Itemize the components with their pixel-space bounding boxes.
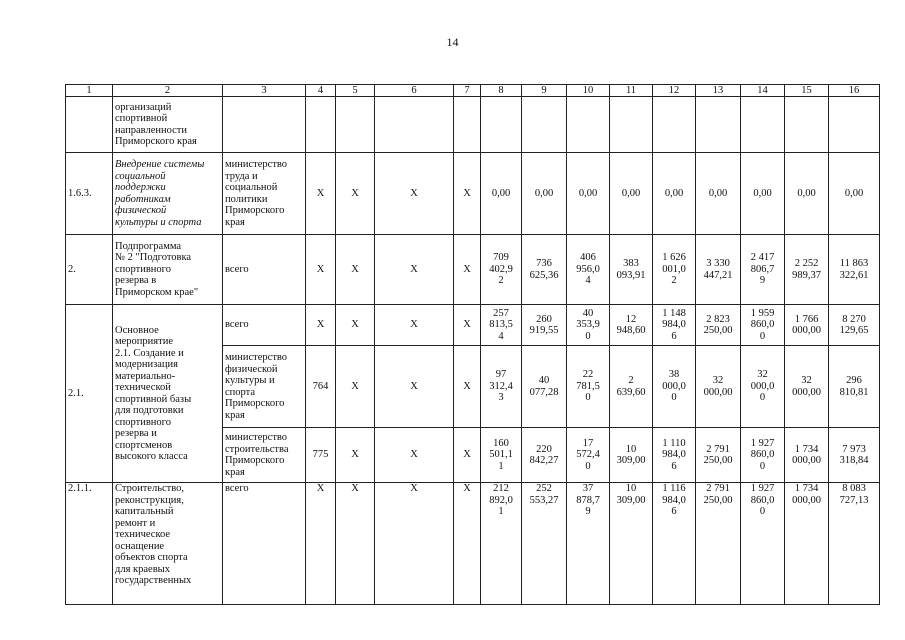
cell-c11: 383 093,91 — [610, 235, 653, 305]
cell-c12: 0,00 — [653, 153, 696, 235]
cell-c10: 37 878,7 9 — [567, 483, 610, 605]
cell-c13: 0,00 — [696, 153, 741, 235]
cell-c9: 252 553,27 — [522, 483, 567, 605]
cell-c7: Х — [454, 428, 481, 483]
header-cell: 6 — [375, 85, 454, 97]
cell-c15: 0,00 — [785, 153, 829, 235]
budget-table — [65, 84, 880, 605]
cell-c6: Х — [375, 483, 454, 605]
cell-c7: Х — [454, 483, 481, 605]
cell-c4: Х — [306, 235, 336, 305]
cell-c9 — [522, 97, 567, 153]
cell-c11: 10 309,00 — [610, 428, 653, 483]
row-code: 2.1. — [66, 305, 113, 483]
cell-c16: 7 973 318,84 — [829, 428, 880, 483]
cell-c6 — [375, 97, 454, 153]
cell-c16: 0,00 — [829, 153, 880, 235]
row-executor: министерство физической культуры и спорта Приморского края — [223, 346, 306, 428]
cell-c10: 0,00 — [567, 153, 610, 235]
cell-c14: 1 927 860,0 0 — [741, 428, 785, 483]
row-executor: всего — [223, 483, 306, 605]
table-row — [66, 483, 880, 605]
cell-c5: Х — [336, 305, 375, 346]
cell-c9: 736 625,36 — [522, 235, 567, 305]
cell-c5: Х — [336, 483, 375, 605]
header-cell: 5 — [336, 85, 375, 97]
cell-c7 — [454, 97, 481, 153]
cell-c4: Х — [306, 305, 336, 346]
cell-c12: 1 116 984,0 6 — [653, 483, 696, 605]
cell-c11: 10 309,00 — [610, 483, 653, 605]
cell-c15: 2 252 989,37 — [785, 235, 829, 305]
cell-c14: 1 927 860,0 0 — [741, 483, 785, 605]
header-cell: 15 — [785, 85, 829, 97]
cell-c5: Х — [336, 235, 375, 305]
cell-c12 — [653, 97, 696, 153]
header-cell: 3 — [223, 85, 306, 97]
cell-c4: Х — [306, 153, 336, 235]
header-cell: 12 — [653, 85, 696, 97]
cell-c6: Х — [375, 235, 454, 305]
header-cell: 1 — [66, 85, 113, 97]
header-cell: 16 — [829, 85, 880, 97]
cell-c10: 17 572,4 0 — [567, 428, 610, 483]
cell-c15 — [785, 97, 829, 153]
cell-c6: Х — [375, 153, 454, 235]
row-code: 1.6.3. — [66, 153, 113, 235]
cell-c8 — [481, 97, 522, 153]
cell-c4: Х — [306, 483, 336, 605]
row-executor: всего — [223, 305, 306, 346]
cell-c9: 220 842,27 — [522, 428, 567, 483]
cell-c13: 3 330 447,21 — [696, 235, 741, 305]
cell-c4: 764 — [306, 346, 336, 428]
header-cell: 7 — [454, 85, 481, 97]
cell-c11: 0,00 — [610, 153, 653, 235]
cell-c6: Х — [375, 346, 454, 428]
cell-c11: 2 639,60 — [610, 346, 653, 428]
row-code: 2.1.1. — [66, 483, 113, 605]
cell-c13: 32 000,00 — [696, 346, 741, 428]
row-name-italic: Внедрение системы социальной поддержки работникам физической культуры и спорта — [115, 159, 205, 228]
cell-c9: 260 919,55 — [522, 305, 567, 346]
page-number: 14 — [446, 35, 459, 49]
cell-c14: 2 417 806,7 9 — [741, 235, 785, 305]
cell-c15: 1 734 000,00 — [785, 483, 829, 605]
header-cell: 10 — [567, 85, 610, 97]
cell-c7: Х — [454, 346, 481, 428]
cell-c8: 0,00 — [481, 153, 522, 235]
header-cell: 4 — [306, 85, 336, 97]
table-row — [66, 305, 880, 346]
row-name — [113, 153, 223, 235]
row-executor — [223, 97, 306, 153]
cell-c10: 40 353,9 0 — [567, 305, 610, 346]
cell-c13: 2 791 250,00 — [696, 483, 741, 605]
cell-c12: 1 110 984,0 6 — [653, 428, 696, 483]
cell-c14: 32 000,0 0 — [741, 346, 785, 428]
table-header-row — [66, 85, 880, 97]
cell-c5 — [336, 97, 375, 153]
header-cell: 2 — [113, 85, 223, 97]
cell-c14: 1 959 860,0 0 — [741, 305, 785, 346]
cell-c5: Х — [336, 346, 375, 428]
cell-c15: 1 734 000,00 — [785, 428, 829, 483]
cell-c16 — [829, 97, 880, 153]
table-row — [66, 153, 880, 235]
cell-c6: Х — [375, 305, 454, 346]
header-cell: 13 — [696, 85, 741, 97]
row-name: Строительство, реконструкция, капитальный ремонт и техническое оснащение объектов спорта для краевых государственных — [113, 483, 223, 605]
cell-c10: 406 956,0 4 — [567, 235, 610, 305]
header-cell: 11 — [610, 85, 653, 97]
cell-c9: 40 077,28 — [522, 346, 567, 428]
cell-c16: 8 083 727,13 — [829, 483, 880, 605]
cell-c6: Х — [375, 428, 454, 483]
row-name: организаций спортивной направленности Приморского края — [113, 97, 223, 153]
cell-c14 — [741, 97, 785, 153]
cell-c15: 1 766 000,00 — [785, 305, 829, 346]
cell-c5: Х — [336, 428, 375, 483]
cell-c4 — [306, 97, 336, 153]
cell-c12: 1 626 001,0 2 — [653, 235, 696, 305]
cell-c16: 296 810,81 — [829, 346, 880, 428]
cell-c13: 2 791 250,00 — [696, 428, 741, 483]
row-executor: министерство строительства Приморского края — [223, 428, 306, 483]
header-cell: 8 — [481, 85, 522, 97]
cell-c12: 1 148 984,0 6 — [653, 305, 696, 346]
cell-c16: 8 270 129,65 — [829, 305, 880, 346]
cell-c11 — [610, 97, 653, 153]
row-executor: всего — [223, 235, 306, 305]
cell-c4: 775 — [306, 428, 336, 483]
cell-c8: 709 402,9 2 — [481, 235, 522, 305]
header-cell: 9 — [522, 85, 567, 97]
row-name: Основное мероприятие 2.1. Создание и модернизация материально- технической спортивной базы для подготовки спортивного резерва и спортсменов высокого класса — [113, 305, 223, 483]
row-executor: министерство труда и социальной политики Приморского края — [223, 153, 306, 235]
cell-c7: Х — [454, 305, 481, 346]
row-code — [66, 97, 113, 153]
cell-c10: 22 781,5 0 — [567, 346, 610, 428]
table-row — [66, 97, 880, 153]
header-cell: 14 — [741, 85, 785, 97]
cell-c13: 2 823 250,00 — [696, 305, 741, 346]
cell-c14: 0,00 — [741, 153, 785, 235]
cell-c12: 38 000,0 0 — [653, 346, 696, 428]
cell-c10 — [567, 97, 610, 153]
cell-c5: Х — [336, 153, 375, 235]
cell-c8: 160 501,1 1 — [481, 428, 522, 483]
row-code: 2. — [66, 235, 113, 305]
cell-c11: 12 948,60 — [610, 305, 653, 346]
cell-c8: 257 813,5 4 — [481, 305, 522, 346]
cell-c16: 11 863 322,61 — [829, 235, 880, 305]
cell-c8: 212 892,0 1 — [481, 483, 522, 605]
row-name: Подпрограмма № 2 "Подготовка спортивного резерва в Приморском крае" — [113, 235, 223, 305]
cell-c13 — [696, 97, 741, 153]
cell-c9: 0,00 — [522, 153, 567, 235]
table-row — [66, 235, 880, 305]
cell-c8: 97 312,4 3 — [481, 346, 522, 428]
cell-c7: Х — [454, 153, 481, 235]
cell-c15: 32 000,00 — [785, 346, 829, 428]
cell-c7: Х — [454, 235, 481, 305]
